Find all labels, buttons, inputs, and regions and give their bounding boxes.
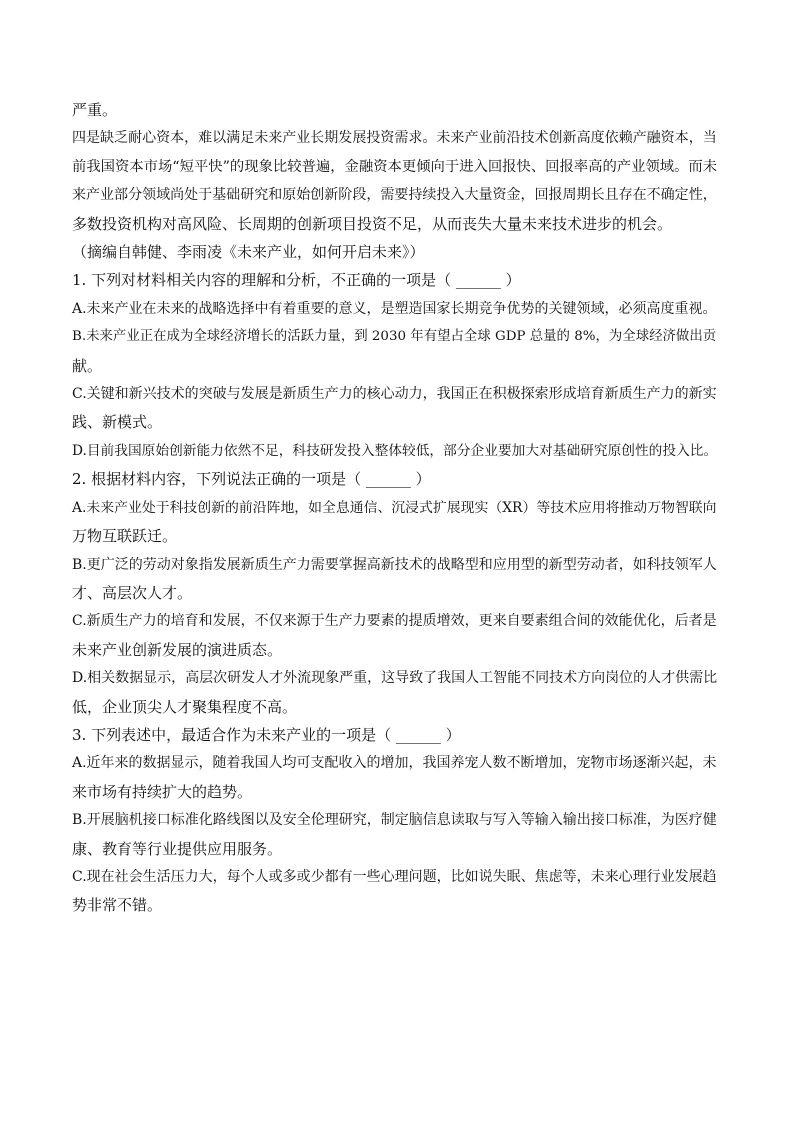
option-a (72, 749, 722, 806)
passage-source (72, 238, 722, 266)
text-line: 来市场有持续扩大的趋势。 (72, 782, 253, 801)
text-line: C.关键和新兴技术的突破与发展是新质生产力的核心动力，我国正在积极探索形成培育新质生产力的新实 (72, 386, 717, 403)
text-line: A.近年来的数据显示，随着我国人均可支配收入的增加，我国养宠人数不断增加，宠物市场逐渐兴起，未 (72, 755, 717, 772)
option-c (72, 607, 722, 664)
text-line: 献。 (72, 356, 103, 375)
text-line: 四是缺乏耐心资本，难以满足未来产业长期发展投资需求。未来产业前沿技术创新高度依赖产融资本，当 (72, 130, 717, 147)
option-b (72, 551, 722, 608)
text-line: B.未来产业正在成为全球经济增长的活跃力量，到 2030 年有望占全球 GDP 总量的 8%，为全球经济做出贡 (72, 329, 717, 345)
question-stem: 2. 根据材料内容，下列说法正确的一项是（ ______ ） (72, 470, 431, 489)
text-line: 康、教育等行业提供应用服务。 (72, 839, 283, 858)
option-c (72, 380, 722, 437)
passage-paragraph (72, 124, 722, 238)
option-b (72, 806, 722, 863)
text-line: （摘编自韩健、李雨凌《未来产业，如何开启未来》） (72, 243, 425, 262)
text-line: 践、新模式。 (72, 413, 163, 432)
text-line: C.新质生产力的培育和发展，不仅来源于生产力要素的提质增效，更来自要素组合间的效能优化，后者是 (72, 613, 717, 630)
text-line: 来产业部分领域尚处于基础研究和原始创新阶段，需要持续投入大量资金，回报周期长且存在不确定性， (72, 187, 717, 204)
question-2 (72, 465, 722, 721)
option-d (72, 664, 722, 721)
text-line: 前我国资本市场“短平快”的现象比较普遍，金融资本更倾向于进入回报快、回报率高的产业领域。而未 (72, 158, 718, 175)
text-line: A.未来产业在未来的战略选择中有着重要的意义，是塑造国家长期竞争优势的关键领域，必须高度重视。 (72, 300, 717, 317)
text-line: C.现在社会生活压力大，每个人或多或少都有一些心理问题，比如说失眠、焦虑等，未来心理行业发展趋 (72, 868, 717, 885)
text-line: 多数投资机构对高风险、长周期的创新项目投资不足，从而丧失大量未来技术进步的机会。 (72, 214, 673, 233)
option-b (72, 323, 722, 380)
text-line: B.更广泛的劳动对象指发展新质生产力需要掌握高新技术的战略型和应用型的新型劳动者，如科技领军人 (72, 556, 717, 573)
text-line: 才、高层次人才。 (72, 583, 193, 602)
option-d (72, 437, 722, 465)
text-line: 严重。 (72, 101, 118, 119)
option-c (72, 863, 722, 920)
question-stem: 1. 下列对材料相关内容的理解和分析，不正确的一项是（ ______ ） (72, 271, 521, 290)
document-page (72, 96, 722, 920)
question-stem: 3. 下列表述中，最适合作为未来产业的一项是（ ______ ） (72, 725, 461, 744)
text-line: D.相关数据显示，高层次研发人才外流现象严重，这导致了我国人工智能不同技术方向岗位的人才供需比 (72, 670, 718, 687)
passage-paragraph (72, 96, 722, 124)
text-line: 未来产业创新发展的演进质态。 (72, 640, 283, 659)
text-line: A.未来产业处于科技创新的前沿阵地，如全息通信、沉浸式扩展现实（XR）等技术应用将推动万物智联向 (72, 499, 717, 516)
text-line: 势非常不错。 (72, 896, 163, 915)
text-line: 万物互联跃迁。 (72, 527, 178, 546)
text-line: 低，企业顶尖人才聚集程度不高。 (72, 697, 298, 716)
text-line: B.开展脑机接口标准化路线图以及安全伦理研究，制定脑信息读取与写入等输入输出接口标准，为医疗健 (72, 812, 717, 829)
option-a (72, 494, 722, 551)
text-line: D.目前我国原始创新能力依然不足，科技研发投入整体较低，部分企业要加大对基础研究原创性的投入比。 (72, 442, 718, 459)
question-3 (72, 721, 722, 920)
question-1 (72, 266, 722, 465)
option-a (72, 295, 722, 323)
